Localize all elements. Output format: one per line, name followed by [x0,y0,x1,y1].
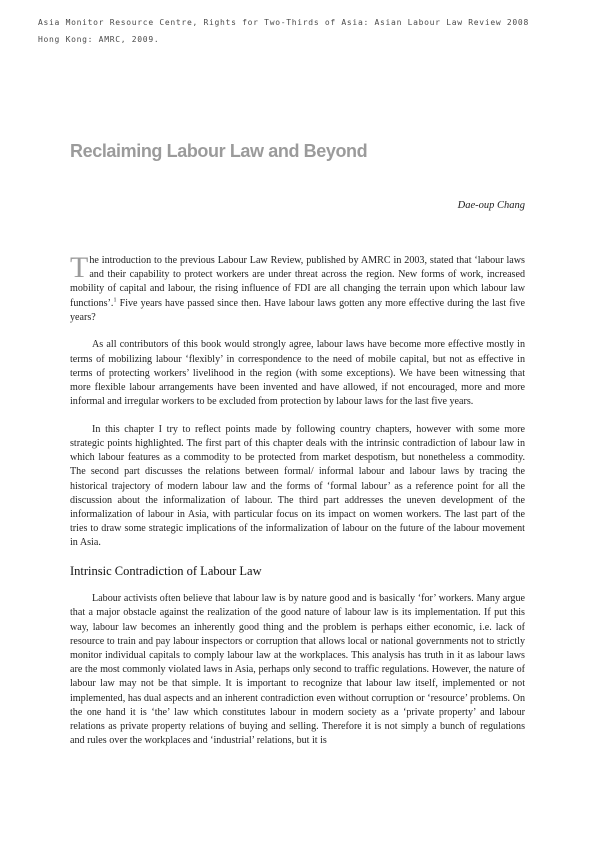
drop-cap: T [70,251,89,284]
source-citation-line-2: Hong Kong: AMRC, 2009. [38,35,160,44]
section-heading: Intrinsic Contradiction of Labour Law [70,564,262,579]
paragraph-intro [70,251,525,325]
chapter-title: Reclaiming Labour Law and Beyond [70,141,368,161]
chapter-body [70,251,525,748]
chapter-author: Dae-oup Chang [457,200,525,211]
paragraph-4: Labour activists often believe that labour law is by nature good and is basically ‘for’ workers. Many argue that a major obstacle against the realization of the good nature of labour law is its implementation. If put this way, labour law becomes an inherently good thing and the problem is perhaps either economic, i.e. lack of resource to train and pay labour inspectors or corruption that allows local or national governments not to strictly monitor individual capitals to comply labour law at the workplaces. This analysis has truth in it as labour laws are the most commonly violated laws in Asia, perhaps only second to traffic regulations. However, the nature of labour law may not be that simple. It is important to recognize that labour law itself, implemented or not implemented, has dual aspects and an inherent contradiction even without corruption or ‘resource’ problems. On the one hand it is ‘the’ law which constitutes labour in modern society as a ‘private property’ and labour relations as private property relations of buying and selling. Therefore it is not simply a bunch of regulations and rules over the workplaces and ‘industrial’ relations, but it is [70,593,525,747]
source-citation-line-1: Asia Monitor Resource Centre, Rights for Two-Thirds of Asia: Asian Labour Law Review 2008 [38,18,529,27]
source-citation [38,14,529,48]
paragraph-3: In this chapter I try to reflect points made by following country chapters, however with some more strategic points highlighted. The first part of this chapter deals with the intrinsic contradiction of labour law in which labour features as a commodity to be protected from market despotism, but nonetheless a commodity. The second part discusses the relations between formal/ informal labour and labour laws by tracing the historical trajectory of modern labour law and the forms of ‘formal labour’ as a reference point for all the discussion about the informalization of labour. The third part addresses the uneven development of the informalization of labour in Asia, with particular focus on its impact on women workers. The last part of the tries to draw some strategic implications of the informalization of labour on the future of the labour movement in Asia. [70,423,525,549]
paragraph-intro-text: he introduction to the previous Labour Law Review, published by AMRC in 2003, stated that ‘labour laws and their capability to protect workers are under threat across the region. New forms of work, increased mobility of capital and labour, the rising influence of FDI are all changing the terrain upon which labour law functions’. [70,255,525,309]
paragraph-intro-tail: Five years have passed since then. Have labour laws gotten any more effective during the last five years? [70,297,525,323]
footnote-marker[interactable]: 1 [113,297,117,304]
paragraph-2: As all contributors of this book would strongly agree, labour laws have become more effective mostly in terms of mobilizing labour ‘flexibly’ in correspondence to the need of mobile capital, but not as effective in terms of protecting workers’ livelihood in the region (with some exceptions). We have been witnessing that more flexible labour arrangements have been invented and have allowed, if not encouraged, more and more informal and irregular workers to be excluded from protection by labour laws for the last five years. [70,339,525,408]
